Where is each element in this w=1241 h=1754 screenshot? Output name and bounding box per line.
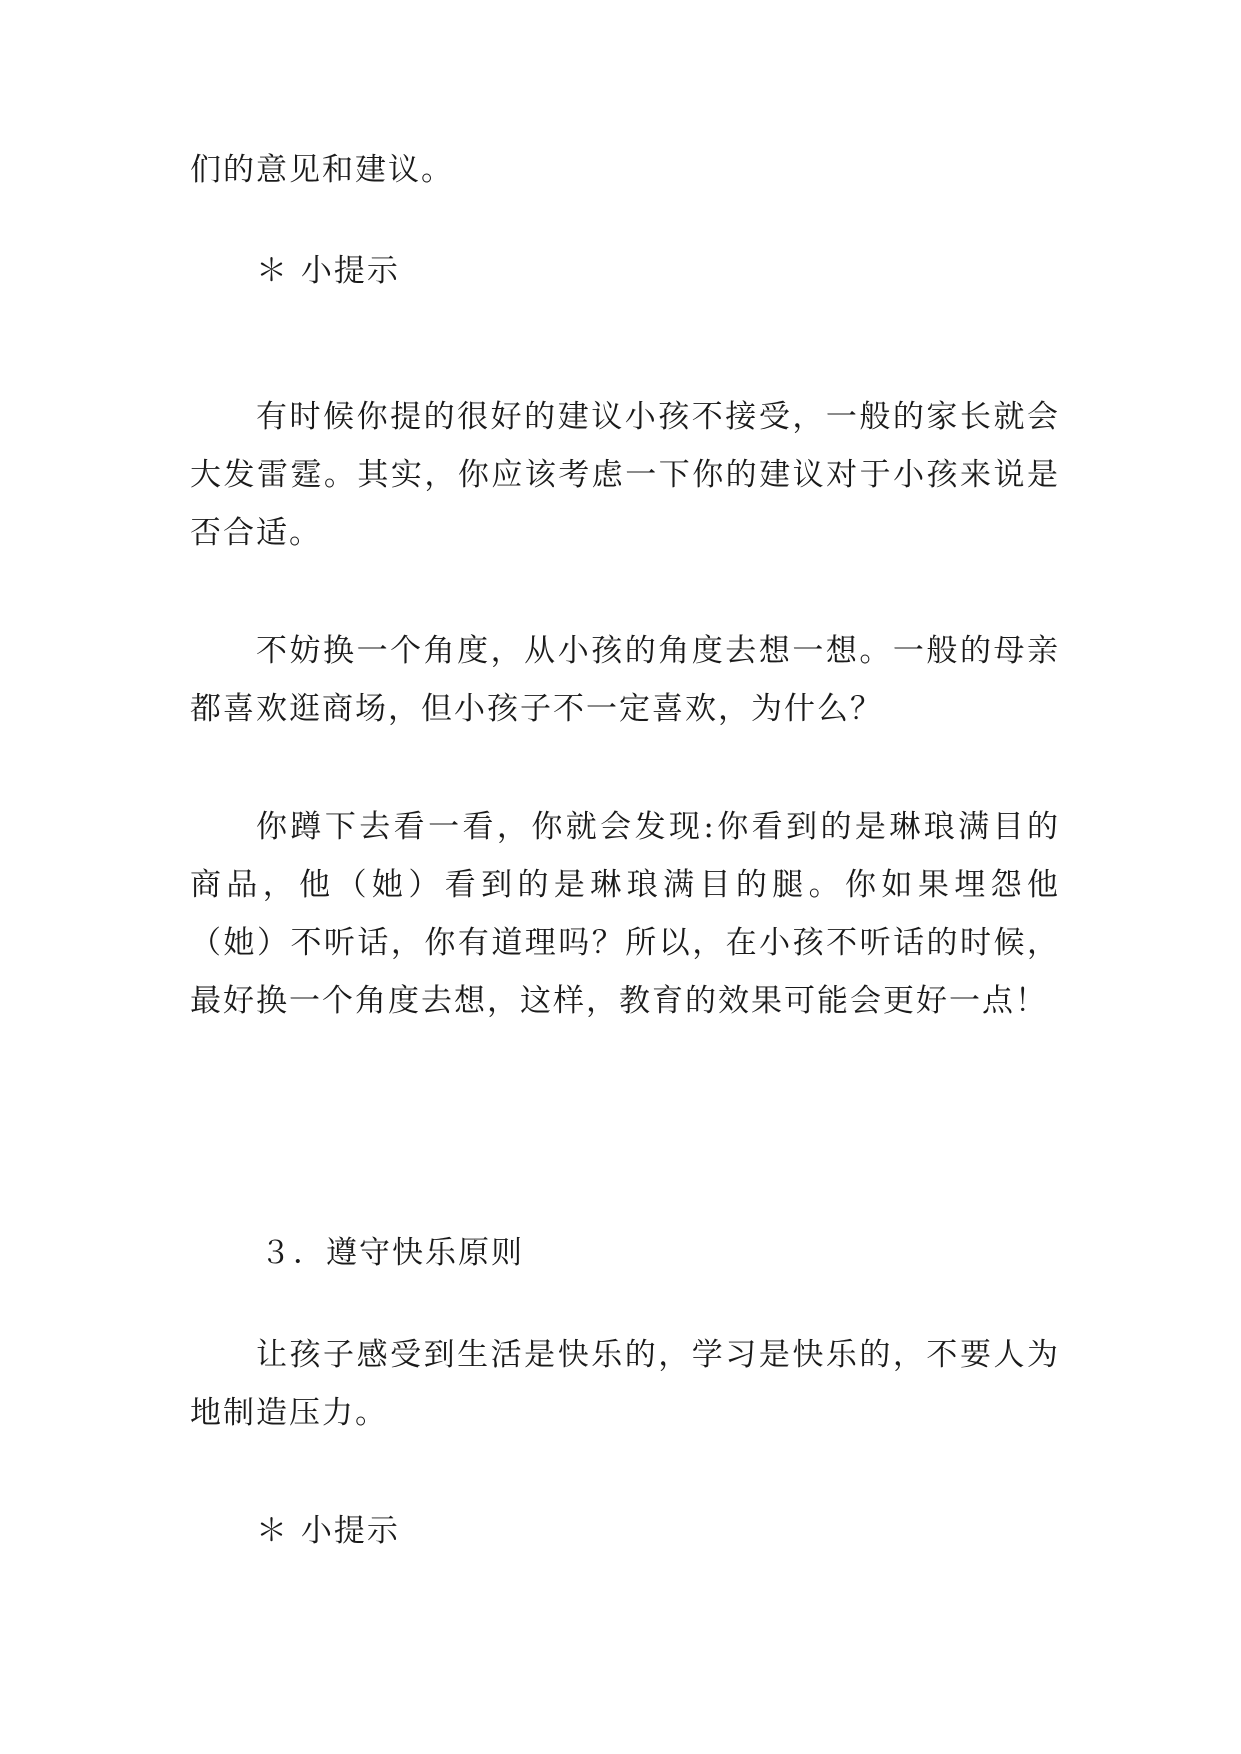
tip-heading-1: ＊ 小提示 bbox=[256, 253, 400, 289]
paragraph-1: 有时候你提的很好的建议小孩不接受，一般的家长就会大发雷霆。其实，你应该考虑一下你的建议对于小孩来说是否合适。 bbox=[190, 399, 1060, 551]
paragraph-2: 不妨换一个角度，从小孩的角度去想一想。一般的母亲都喜欢逛商场，但小孩子不一定喜欢，为什么？ bbox=[190, 633, 1060, 727]
paragraph-3: 你蹲下去看一看，你就会发现:你看到的是琳琅满目的商品，他（她）看到的是琳琅满目的腿。你如果埋怨他（她）不听话，你有道理吗？所以，在小孩不听话的时候，最好换一个角度去想，这样，教育的效果可能会更好一点！ bbox=[190, 809, 1060, 1019]
tip-heading-2: ＊ 小提示 bbox=[256, 1513, 400, 1549]
section-heading-3: ３．遵守快乐原则 bbox=[260, 1235, 524, 1271]
paragraph-continuation: 们的意见和建议。 bbox=[190, 152, 454, 188]
paragraph-4: 让孩子感受到生活是快乐的，学习是快乐的，不要人为地制造压力。 bbox=[190, 1337, 1060, 1431]
